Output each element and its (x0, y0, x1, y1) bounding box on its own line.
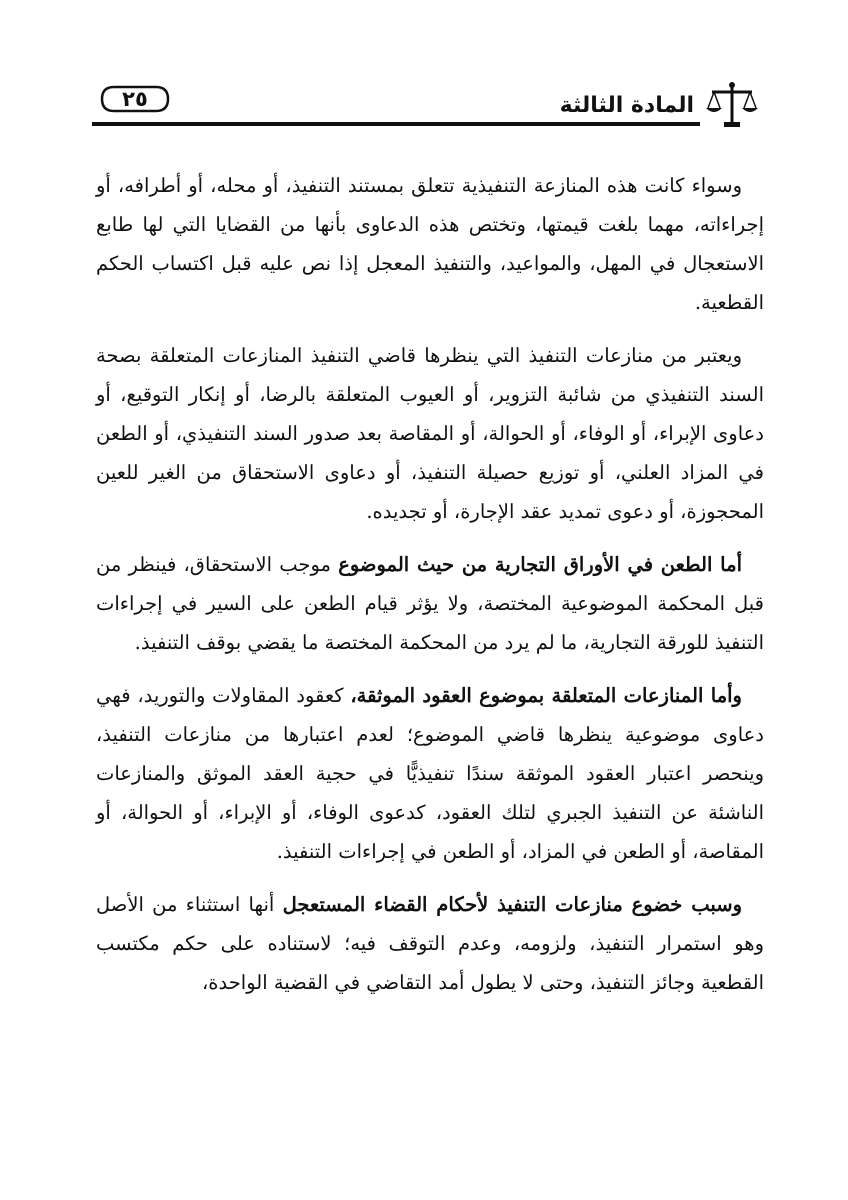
chapter-title: المادة الثالثة (559, 93, 694, 118)
scales-icon (704, 78, 760, 134)
paragraph-lead-bold: أما الطعن في الأوراق التجارية من حيث الموضوع (338, 553, 742, 576)
paragraph: وسبب خضوع منازعات التنفيذ لأحكام القضاء المستعجل أنها استثناء من الأصل وهو استمرار التنفيذ، ولزومه، وعدم التوقف فيه؛ لاستناده على حكم مكتسب القطعية وجائز التنفيذ، وحتى لا يطول أمد التقاضي في القضية الواحدة، (96, 893, 764, 994)
header-divider (92, 122, 700, 126)
body-text (96, 166, 764, 1016)
paragraph: وسواء كانت هذه المنازعة التنفيذية تتعلق بمستند التنفيذ، أو محله، أو أطرافه، أو إجراءاته، مهما بلغت قيمتها، وتختص هذه الدعاوى بأنها من القضايا التي لها طابع الاستعجال في المهل، والمواعيد، والتنفيذ المعجل إذا نص عليه قبل اكتساب الحكم القطعية. (96, 174, 764, 314)
page-header (92, 78, 760, 134)
paragraph: أما الطعن في الأوراق التجارية من حيث الموضوع موجب الاستحقاق، فينظر من قبل المحكمة الموضوعية المختصة، ولا يؤثر قيام الطعن على السير في إجراءات التنفيذ للورقة التجارية، ما لم يرد من المحكمة المختصة ما يقضي بوقف التنفيذ. (96, 553, 764, 654)
paragraph: وأما المنازعات المتعلقة بموضوع العقود الموثقة، كعقود المقاولات والتوريد، فهي دعاوى موضوعية ينظرها قاضي الموضوع؛ لعدم اعتبارها من منازعات التنفيذ، وينحصر اعتبار العقود الموثقة سندًا تنفيذيًّا في حجية العقد الموثق والمنازعات الناشئة عن التنفيذ الجبري لتلك العقود، كدعوى الوفاء، أو الإبراء، أو الحوالة، أو المقاصة، أو الطعن في المزاد، أو الطعن في إجراءات التنفيذ. (96, 684, 764, 863)
paragraph: ويعتبر من منازعات التنفيذ التي ينظرها قاضي التنفيذ المنازعات المتعلقة بصحة السند التنفيذي من شائبة التزوير، أو العيوب المتعلقة بالرضا، أو إنكار التوقيع، أو دعاوى الإبراء، أو الوفاء، أو الحوالة، أو المقاصة بعد صدور السند التنفيذي، أو الطعن في المزاد العلني، أو توزيع حصيلة التنفيذ، أو دعاوى الاستحقاق من الغير للعين المحجوزة، أو دعوى تمديد عقد الإجارة، أو تجديده. (96, 344, 764, 523)
page-number: ٢٥ (122, 87, 148, 111)
page-number-badge (98, 84, 172, 114)
paragraph-lead-bold: وسبب خضوع منازعات التنفيذ لأحكام القضاء المستعجل (282, 893, 742, 916)
paragraph-lead-bold: وأما المنازعات المتعلقة بموضوع العقود الموثقة، (350, 684, 742, 707)
